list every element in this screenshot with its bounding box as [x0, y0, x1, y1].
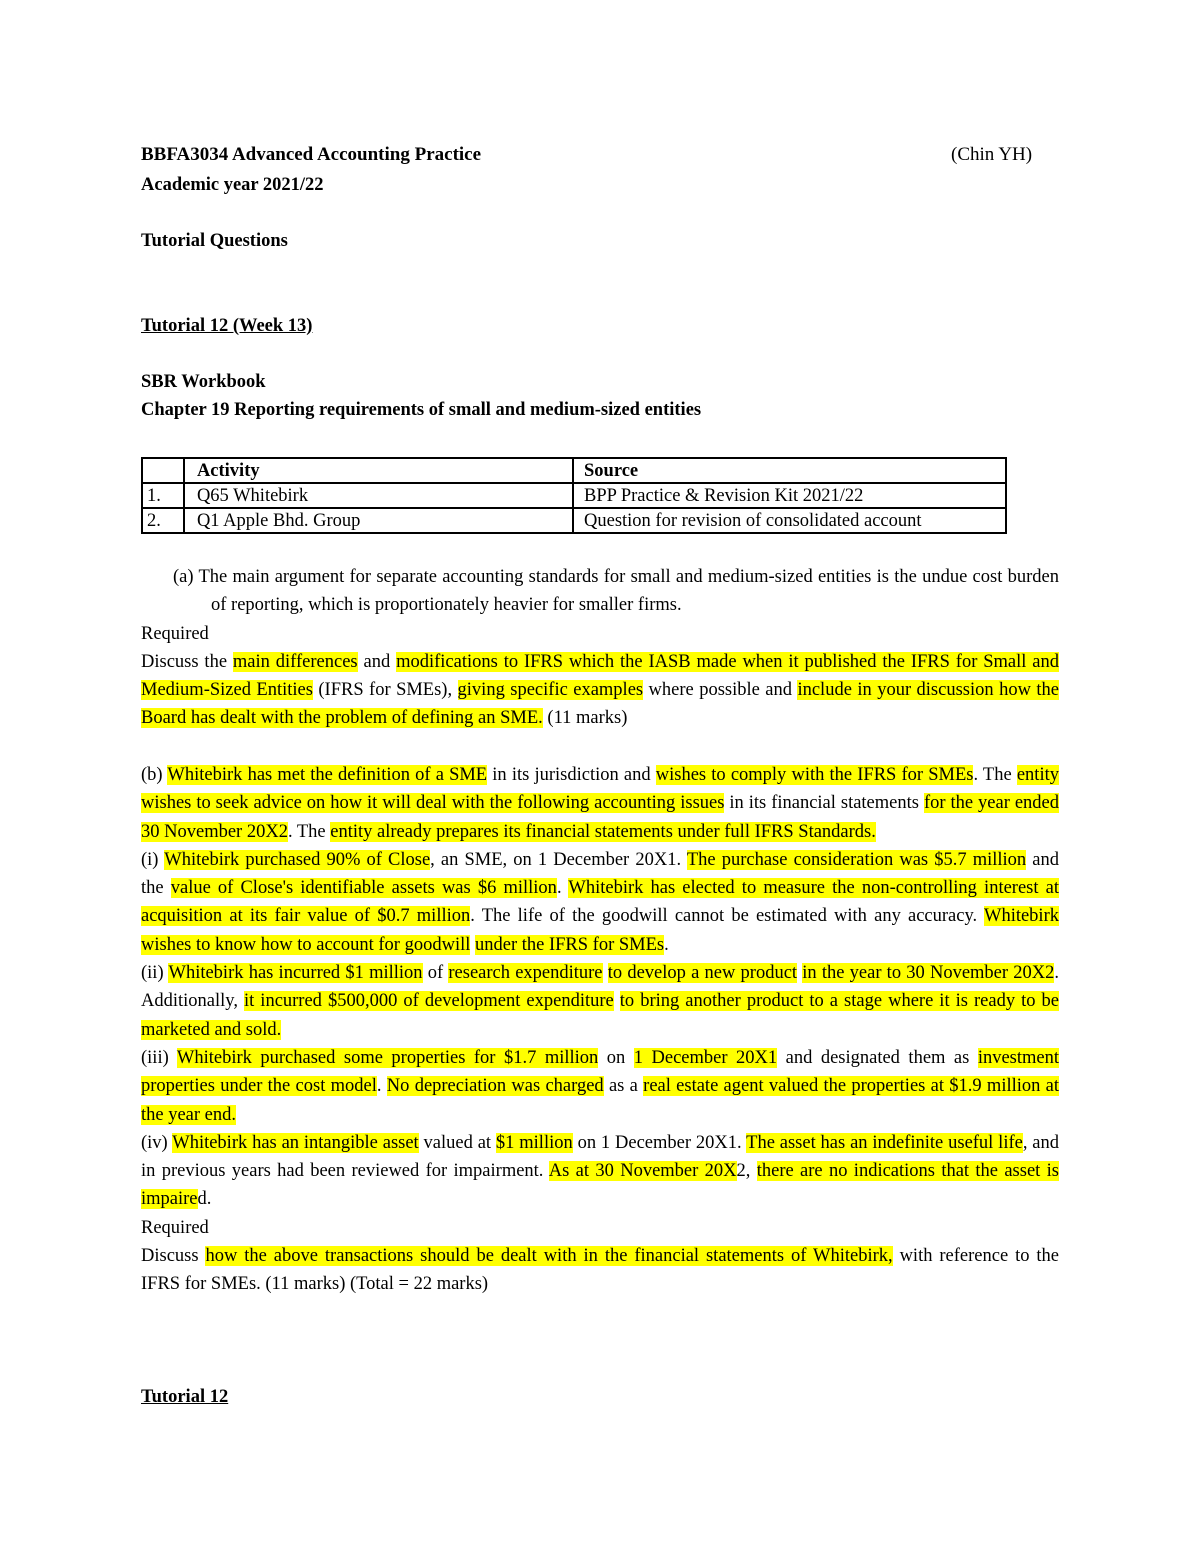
row-number: 1.: [142, 483, 184, 508]
lecturer-name: (Chin YH): [951, 144, 1033, 165]
workbook-heading: SBR Workbook: [141, 372, 266, 392]
activity-cell: Q1 Apple Bhd. Group: [184, 508, 573, 533]
course-title: BBFA3034 Advanced Accounting Practice: [141, 144, 482, 165]
table-header-row: [142, 458, 1006, 483]
column-header: Activity: [184, 458, 573, 483]
part-b-intro: (b) Whitebirk has met the definition of a SME in its jurisdiction and wishes to comply with the IFRS for SMEs. The entity wishes to seek advice on how it will deal with the following accounting issues in its financial statements for the year ended 30 November 20X2. The entity already prepares its financial statements under full IFRS Standards.: [141, 765, 1060, 842]
footer-tutorial-heading: Tutorial 12: [141, 1387, 229, 1407]
part-b-question: Discuss how the above transactions should be dealt with in the financial statements of Whitebirk, with reference to the IFRS for SMEs. (11 marks) (Total = 22 marks): [141, 1246, 1060, 1295]
part-a: [141, 563, 1059, 733]
part-b-item-iv: (iv) Whitebirk has an intangible asset valued at $1 million on 1 December 20X1. The asset has an indefinite useful life, and in previous years had been reviewed for impairment. As at 30 November 20X2, there are no indications that the asset is impaired.: [141, 1132, 1060, 1210]
table-row: [142, 483, 1006, 508]
part-b: [141, 761, 1059, 1299]
part-b-item-i: (i) Whitebirk purchased 90% of Close, an SME, on 1 December 20X1. The purchase consideration was $5.7 million and the value of Close's identifiable assets was $6 million. Whitebirk has elected to measure the non-controlling interest at acquisition at its fair value of $0.7 million. The life of the goodwill cannot be estimated with any accuracy. Whitebirk wishes to know how to account for goodwill under the IFRS for SMEs.: [141, 849, 1059, 955]
activity-cell: Q65 Whitebirk: [184, 483, 573, 508]
doc-type: Tutorial Questions: [141, 231, 288, 251]
table-row: [142, 508, 1006, 533]
tutorial-heading: Tutorial 12 (Week 13): [141, 316, 313, 336]
column-header: Source: [573, 458, 1006, 483]
row-number: 2.: [142, 508, 184, 533]
source-cell: BPP Practice & Revision Kit 2021/22: [573, 483, 1006, 508]
part-b-required: Required: [141, 1217, 209, 1238]
part-b-item-ii: (ii) Whitebirk has incurred $1 million of research expenditure to develop a new product in the year to 30 November 20X2. Additionally, it incurred $500,000 of development expenditure to bring another product to a stage where it is ready to be marketed and sold.: [141, 963, 1060, 1040]
part-a-question: Discuss the main differences and modifications to IFRS which the IASB made when it published the IFRS for Small and Medium-Sized Entities (IFRS for SMEs), giving specific examples where possible and include in your discussion how the Board has dealt with the problem of defining an SME. (11 marks): [141, 651, 1059, 729]
academic-year: Academic year 2021/22: [141, 175, 324, 195]
part-a-required: Required: [141, 623, 209, 644]
part-a-intro: (a) The main argument for separate accounting standards for small and medium-sized entities is the undue cost burden of reporting, which is proportionately heavier for smaller firms.: [173, 567, 1059, 616]
chapter-heading: Chapter 19 Reporting requirements of small and medium-sized entities: [141, 400, 702, 420]
source-cell: Question for revision of consolidated account: [573, 508, 1006, 533]
part-b-item-iii: (iii) Whitebirk purchased some properties for $1.7 million on 1 December 20X1 and designated them as investment properties under the cost model. No depreciation was charged as a real estate agent valued the properties at $1.9 million at the year end.: [141, 1047, 1060, 1125]
activity-table: [141, 457, 1007, 534]
